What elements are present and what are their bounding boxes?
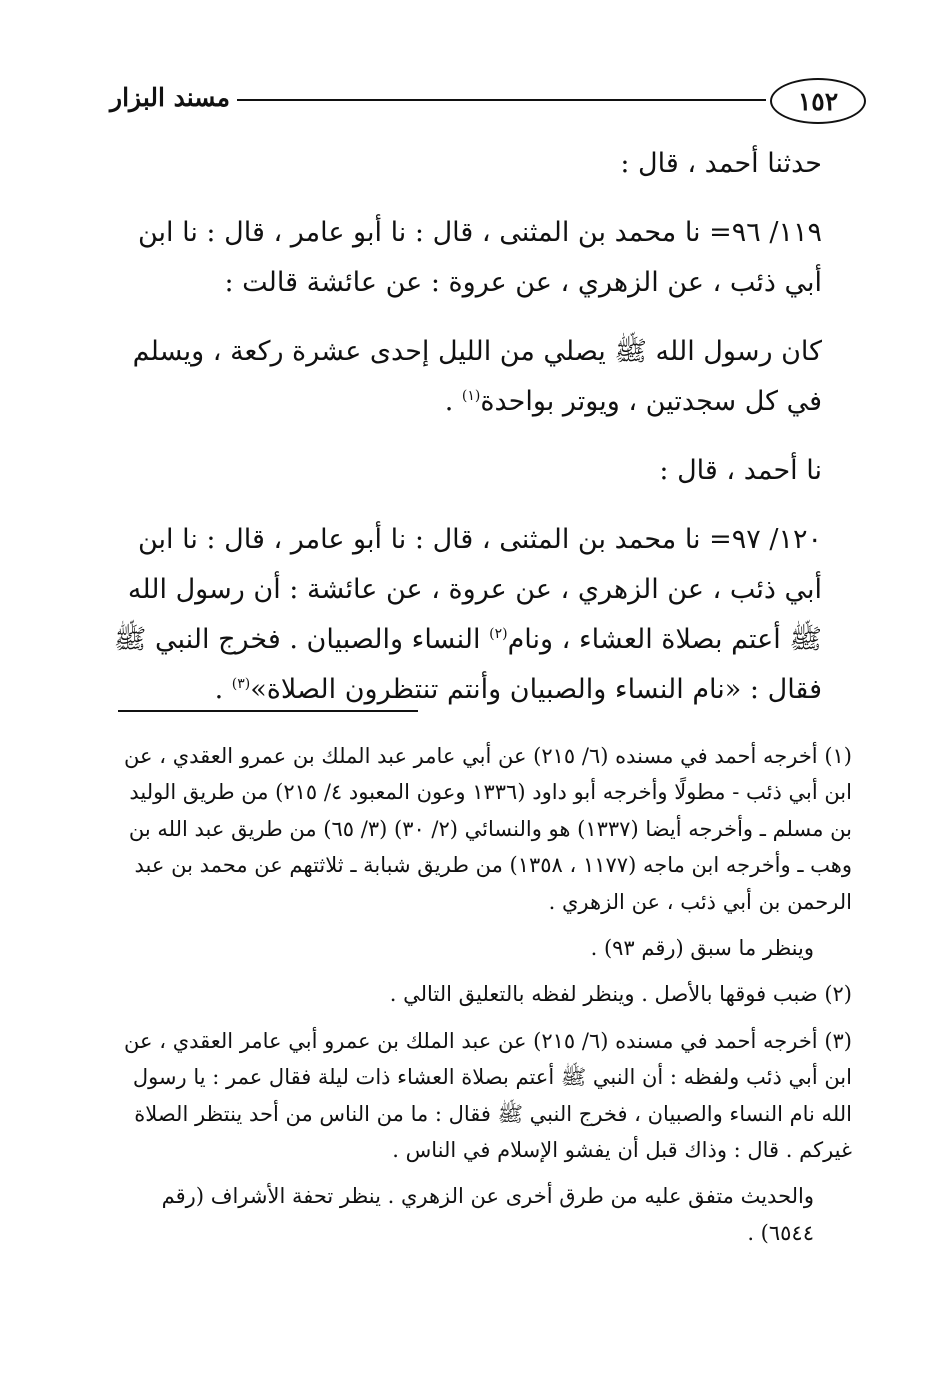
footnote-ref-2: (٢): [489, 626, 508, 642]
main-text: [110, 139, 852, 734]
footnote-separator: [118, 710, 418, 712]
matn-end: .: [444, 386, 462, 417]
hadith-120-part-b: النساء والصبيان . فخرج النبي ﷺ فقال : «نام النساء والصبيان وأنتم تنتظرون الصلاة»: [113, 624, 822, 705]
hadith-120: [110, 515, 852, 715]
footnote-1: (١) أخرجه أحمد في مسنده (٦/ ٢١٥) عن أبي عامر عبد الملك بن عمرو العقدي ، عن ابن أبي ذئب - مطولًا وأخرجه أبو داود (١٣٣٦ وعون المعبود ٤/ ٢١٥) من طريق الوليد بن مسلم ـ وأخرجه أيضا (١٣٣٧) هو والنسائي (٢/ ٣٠) (٣/ ٦٥) من طريق عبد الله بن وهب ـ وأخرجه ابن ماجه (١١٧٧ ، ١٣٥٨) من طريق شبابة ـ ثلاثتهم عن محمد بن عبد الرحمن بن أبي ذئب ، عن الزهري .: [124, 744, 852, 914]
page-number: ١٥٢: [770, 78, 866, 124]
page-header: [110, 78, 852, 130]
header-rule: [237, 99, 766, 101]
footnote-3-continued: والحديث متفق عليه من طرق أخرى عن الزهري . ينظر تحفة الأشراف (رقم ٦٥٤٤) .: [161, 1184, 814, 1245]
footnote-ref-3: (٣): [231, 676, 251, 692]
chain-intro-1: حدثنا أحمد ، قال :: [620, 148, 822, 179]
footnote-ref-1: (١): [461, 388, 481, 404]
matn-text: كان رسول الله ﷺ يصلي من الليل إحدى عشرة ركعة ، ويسلم في كل سجدتين ، ويوتر بواحدة: [132, 336, 822, 417]
hadith-119-matn: [110, 327, 852, 427]
footnote-2: (٢) ضبب فوقها بالأصل . وينظر لفظه بالتعليق التالي .: [389, 982, 852, 1007]
page: [110, 0, 852, 1388]
hadith-120-end: .: [214, 674, 232, 705]
book-title: مسند البزار: [110, 83, 230, 112]
hadith-120-part-a: ١٢٠/ ٩٧= نا محمد بن المثنى ، قال : نا أبو عامر ، قال : نا ابن أبي ذئب ، عن الزهري ، عن عروة ، عن عائشة : أن رسول الله ﷺ أعتم بصلاة العشاء ، ونام: [127, 524, 822, 655]
footnote-3: (٣) أخرجه أحمد في مسنده (٦/ ٢١٥) عن عبد الملك بن عمرو أبي عامر العقدي ، عن ابن أبي ذئب ولفظه : أن النبي ﷺ أعتم بصلاة العشاء ذات ليلة فقال عمر : يا رسول الله نام النساء والصبيان ، فخرج النبي ﷺ فقال : ما من الناس من أحد ينتظر الصلاة غيركم . قال : وذاك قبل أن يفشو الإسلام في الناس .: [124, 1028, 852, 1163]
footnotes: [110, 738, 852, 1261]
chain-intro-2: نا أحمد ، قال :: [659, 455, 822, 486]
hadith-119: ١١٩/ ٩٦= نا محمد بن المثنى ، قال : نا أبو عامر ، قال : نا ابن أبي ذئب ، عن الزهري ، عن عروة : عن عائشة قالت :: [137, 217, 822, 298]
footnote-1-continued: وينظر ما سبق (رقم ٩٣) .: [590, 936, 814, 961]
